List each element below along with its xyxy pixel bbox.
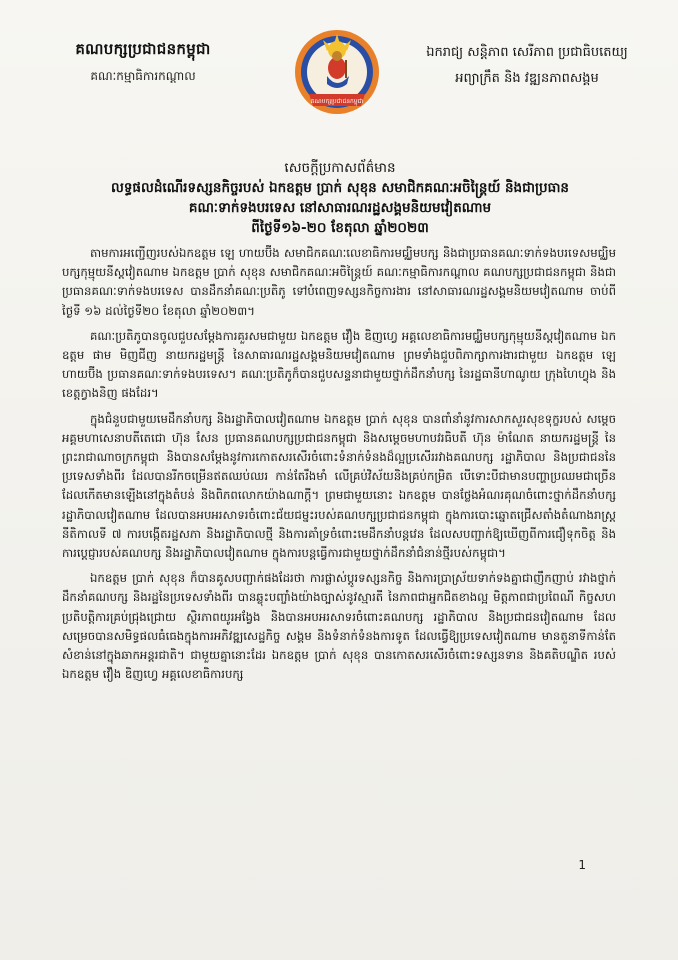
- paragraph-1: តាមការអញ្ជើញរបស់ឯកឧត្តម ឡេ ហាយប៊ីង សមាជិកគណៈលេខាធិការមជ្ឈិមបក្ស និងជាប្រធានគណៈទាក់ទងបរទេសមជ្ឈិមបក្សកុម្មុយនីស្តវៀតណាម ឯកឧត្តម ប្រាក់ សុខុន សមាជិកគណៈអចិន្ត្រៃយ៍ គណៈកម្មាធិការកណ្តាល គណបក្សប្រជាជនកម្ពុជា និងជាប្រធានគណៈទាក់ទងបរទេស បានដឹកនាំគណៈប្រតិភូ ទៅបំពេញទស្សនកិច្ចការងារ នៅសាធារណរដ្ឋសង្គមនិយមវៀតណាម ចាប់ពីថ្ងៃទី ១៦ ដល់ថ្ងៃទី២០ ខែតុលា ឆ្នាំ២០២៣។: [62, 246, 616, 318]
- paragraph-3: ក្នុងជំនួបជាមួយមេដឹកនាំបក្ស និងរដ្ឋាភិបាលវៀតណាម ឯកឧត្តម ប្រាក់ សុខុន បានពាំនាំនូវការសាកសួរសុខទុក្ខរបស់ សម្តេចអគ្គមហាសេនាបតីតេជោ ហ៊ុន សែន ប្រធានគណបក្សប្រជាជនកម្ពុជា និងសម្តេចមហាបវរធិបតី ហ៊ុន ម៉ាណែត នាយករដ្ឋមន្ត្រី នៃព្រះរាជាណាចក្រកម្ពុជា និងបានសម្តែងនូវការកោតសរសើរចំពោះទំនាក់ទំនងដ៏ល្អប្រសើររវាងគណបក្ស រដ្ឋាភិបាល និងប្រជាជននៃប្រទេសទាំងពីរ ដែលបានរីកចម្រើនឥតឈប់ឈរ កាន់តែរឹងមាំ លើគ្រប់វិស័យនិងគ្រប់កម្រិត បើទោះបីជាមានបញ្ហាប្រឈមជាច្រើនដែលកើតមានឡើងនៅក្នុងតំបន់ និងពិភពលោកយ៉ាងណាក្តី។ ព្រមជាមួយនោះ ឯកឧត្តម បានថ្លែងអំណរគុណចំពោះថ្នាក់ដឹកនាំបក្ស រដ្ឋាភិបាលវៀតណាម ដែលបានអបអរសាទរចំពោះជ័យជម្នះរបស់គណបក្សប្រជាជនកម្ពុជា ក្នុងការបោះឆ្នោតជ្រើសតាំងតំណាងរាស្ត្រនីតិកាលទី ៧ ការបង្កើតរដ្ឋសភា និងរដ្ឋាភិបាលថ្មី និងការគាំទ្រចំពោះមេដឹកនាំបន្តវេន ដែលសបញ្ជាក់ឱ្យឃើញពីការជឿទុកចិត្ត និងការប្តេជ្ញារបស់គណបក្ស និងរដ្ឋាភិបាលវៀតណាម ក្នុងការបន្តធ្វើការជាមួយថ្នាក់ដឹកនាំជំនាន់ថ្មីរបស់កម្ពុជា។: [62, 411, 616, 561]
- committee-name: គណៈកម្មាធិការកណ្តាល: [90, 69, 196, 83]
- press-release-title: [60, 158, 620, 238]
- header-right: [402, 40, 652, 92]
- party-name: គណបក្សប្រជាជនកម្ពុជា: [75, 40, 211, 58]
- motto-line-1: ឯករាជ្យ សន្តិភាព សេរីភាព ប្រជាធិបតេយ្យ: [426, 45, 628, 60]
- body-text: [62, 244, 616, 690]
- paragraph-4: ឯកឧត្តម ប្រាក់ សុខុន ក៏បានគូសបញ្ជាក់ផងដែរថា ការផ្លាស់ប្តូរទស្សនកិច្ច និងការប្រាស្រ័យទាក់ទងគ្នាជាញឹកញាប់ រវាងថ្នាក់ដឹកនាំគណបក្ស និងរដ្ឋនៃប្រទេសទាំងពីរ បានឆ្លុះបញ្ចាំងយ៉ាងច្បាស់នូវស្មារតី នៃភាពជាអ្នកជិតខាងល្អ មិត្តភាពជាប្រពៃណី កិច្ចសហប្រតិបត្តិការគ្រប់ជ្រុងជ្រោយ ស្ថិរភាពយូរអង្វែង និងបានអបអរសាទរចំពោះគណបក្ស រដ្ឋាភិបាល និងប្រជាជនវៀតណាម ដែលសម្រេចបានសមិទ្ធផលធំធេងក្នុងការអភិវឌ្ឍសេដ្ឋកិច្ច សង្គម និងទំនាក់ទំនងការទូត ដែលធ្វើឱ្យប្រទេសវៀតណាម មានតួនាទីកាន់តែសំខាន់នៅក្នុងឆាកអន្តរជាតិ។ ជាមួយគ្នានោះដែរ ឯកឧត្តម ប្រាក់ សុខុន បានកោតសរសើរចំពោះទស្សនទាន និងគតិបណ្ឌិត របស់ឯកឧត្តម វឿង ឌិញហ្វេ អគ្គលេខាធិការបក្ស: [62, 571, 616, 682]
- page-number: 1: [578, 858, 586, 872]
- title-line-3: គណៈទាក់ទងបរទេស នៅសាធារណរដ្ឋសង្គមនិយមវៀតណាម: [188, 200, 492, 216]
- title-line-4: ពីថ្ងៃទី១៦-២០ ខែតុលា ឆ្នាំ២០២៣: [251, 220, 429, 236]
- logo-banner-text: គណបក្សប្រជាជនកម្ពុជា: [310, 98, 364, 105]
- title-line-1: សេចក្តីប្រកាសព័ត៌មាន: [284, 160, 396, 176]
- motto-line-2: អព្យាក្រឹត និង វឌ្ឍនភាពសង្គម: [455, 71, 599, 86]
- header-left: [38, 40, 248, 86]
- party-logo: [291, 20, 383, 124]
- title-line-2: លទ្ធផលដំណើរទស្សនកិច្ចរបស់ ឯកឧត្តម ប្រាក់ សុខុន សមាជិកគណៈអចិន្ត្រៃយ៍ និងជាប្រធាន: [111, 180, 569, 196]
- paragraph-2: គណៈប្រតិភូបានចូលជួបសម្តែងការគួរសមជាមួយ ឯកឧត្តម វឿង ឌិញហ្វេ អគ្គលេខាធិការមជ្ឈិមបក្សកុម្មុយនីស្តវៀតណាម ឯកឧត្តម ផាម មិញជីញ នាយករដ្ឋមន្ត្រី នៃសាធារណរដ្ឋសង្គមនិយមវៀតណាម ព្រមទាំងជួបពិភាក្សាការងារជាមួយ ឯកឧត្តម ឡេ ហាយប៊ីង ប្រធានគណៈទាក់ទងបរទេស។ គណៈប្រតិភូក៏បានជួបសន្ទនាជាមួយថ្នាក់ដឹកនាំបក្ស នៃរដ្ឋធានីហាណូយ ក្រុងហៃហ្វុង និងខេត្តក្វាងនិញ ផងដែរ។: [62, 328, 616, 401]
